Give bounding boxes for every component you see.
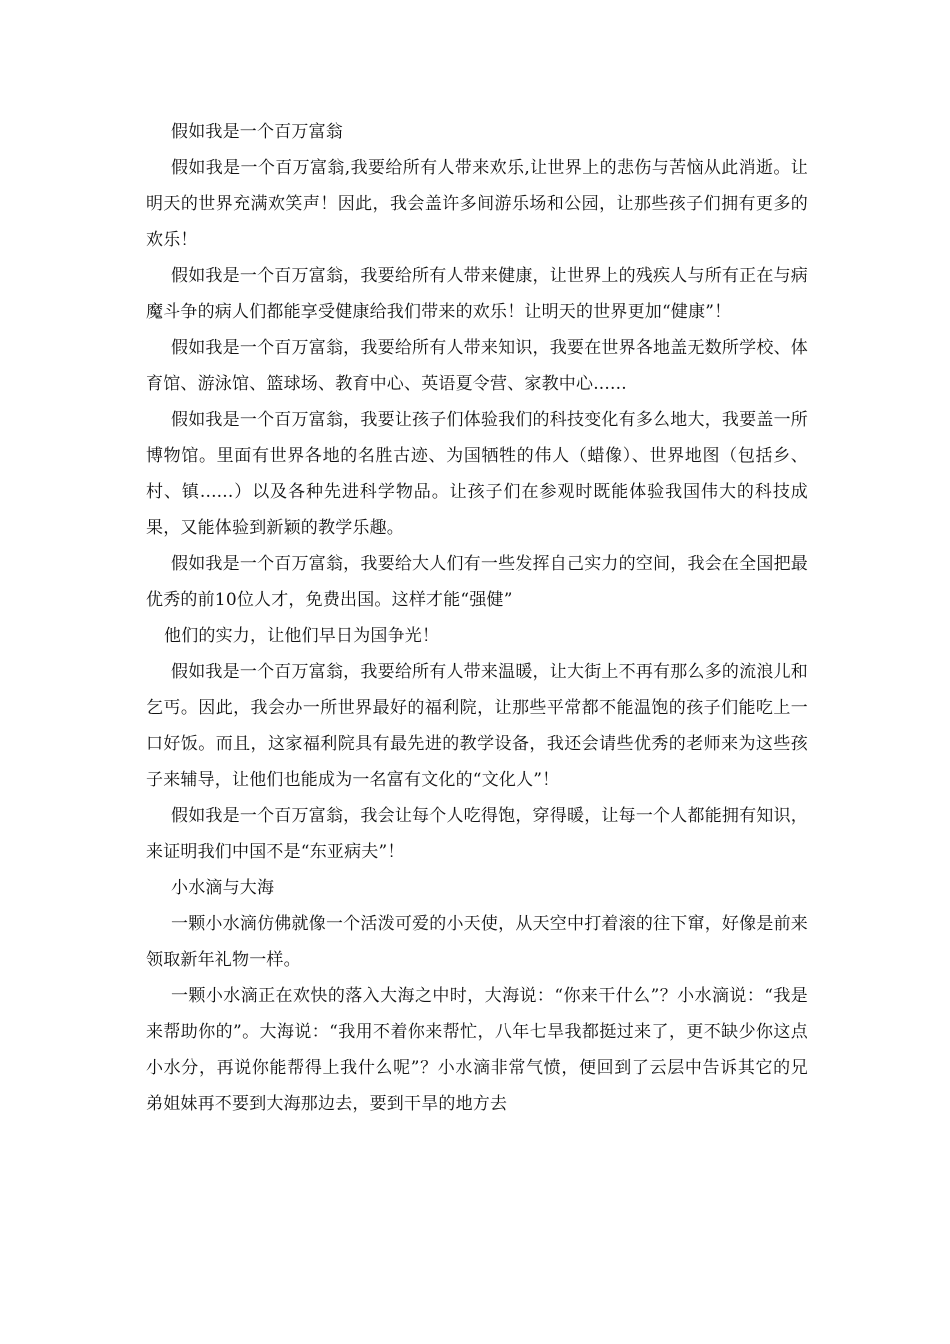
paragraph: 假如我是一个百万富翁，我要给所有人带来温暖，让大街上不再有那么多的流浪儿和乞丐。因此，我会办一所世界最好的福利院，让那些平常都不能温饱的孩子们能吃上一口好饭。而且，这家福利院具有最先进的教学设备，我还会请些优秀的老师来为这些孩子来辅导，让他们也能成为一名富有文化的“文化人”！ bbox=[146, 662, 808, 790]
paragraph-continuation: 他们的实力，让他们早日为国争光！ bbox=[164, 626, 440, 646]
paragraph: 假如我是一个百万富翁，我要给所有人带来健康，让世界上的残疾人与所有正在与病魔斗争的病人们都能享受健康给我们带来的欢乐！让明天的世界更加“健康”！ bbox=[146, 266, 808, 322]
document-body bbox=[146, 114, 808, 1122]
paragraph: 假如我是一个百万富翁,我要给所有人带来欢乐,让世界上的悲伤与苦恼从此消逝。让明天的世界充满欢笑声！因此，我会盖许多间游乐场和公园，让那些孩子们拥有更多的欢乐！ bbox=[146, 158, 808, 250]
paragraph: 假如我是一个百万富翁，我要让孩子们体验我们的科技变化有多么地大，我要盖一所博物馆。里面有世界各地的名胜古迹、为国牺牲的伟人（蜡像）、世界地图（包括乡、村、镇......）以及各种先进科学物品。让孩子们在参观时既能体验我国伟大的科技成果，又能体验到新颖的教学乐趣。 bbox=[146, 410, 808, 538]
essay-title: 假如我是一个百万富翁 bbox=[171, 122, 343, 142]
paragraph: 假如我是一个百万富翁，我要给大人们有一些发挥自己实力的空间，我会在全国把最优秀的前10位人才，免费出国。这样才能“强健” bbox=[146, 554, 808, 610]
paragraph: 一颗小水滴正在欢快的落入大海之中时，大海说：“你来干什么”？小水滴说：“我是来帮助你的”。大海说：“我用不着你来帮忙，八年七旱我都挺过来了，更不缺少你这点小水分，再说你能帮得上我什么呢”？小水滴非常气愤，便回到了云层中告诉其它的兄弟姐妹再不要到大海那边去，要到干旱的地方去 bbox=[146, 986, 808, 1114]
essay-title: 小水滴与大海 bbox=[171, 878, 275, 898]
paragraph: 假如我是一个百万富翁，我要给所有人带来知识，我要在世界各地盖无数所学校、体育馆、游泳馆、篮球场、教育中心、英语夏令营、家教中心...... bbox=[146, 338, 808, 394]
paragraph: 假如我是一个百万富翁，我会让每个人吃得饱，穿得暖，让每一个人都能拥有知识，来证明我们中国不是“东亚病夫”！ bbox=[146, 806, 808, 862]
paragraph: 一颗小水滴仿佛就像一个活泼可爱的小天使，从天空中打着滚的往下窜，好像是前来领取新年礼物一样。 bbox=[146, 914, 808, 970]
